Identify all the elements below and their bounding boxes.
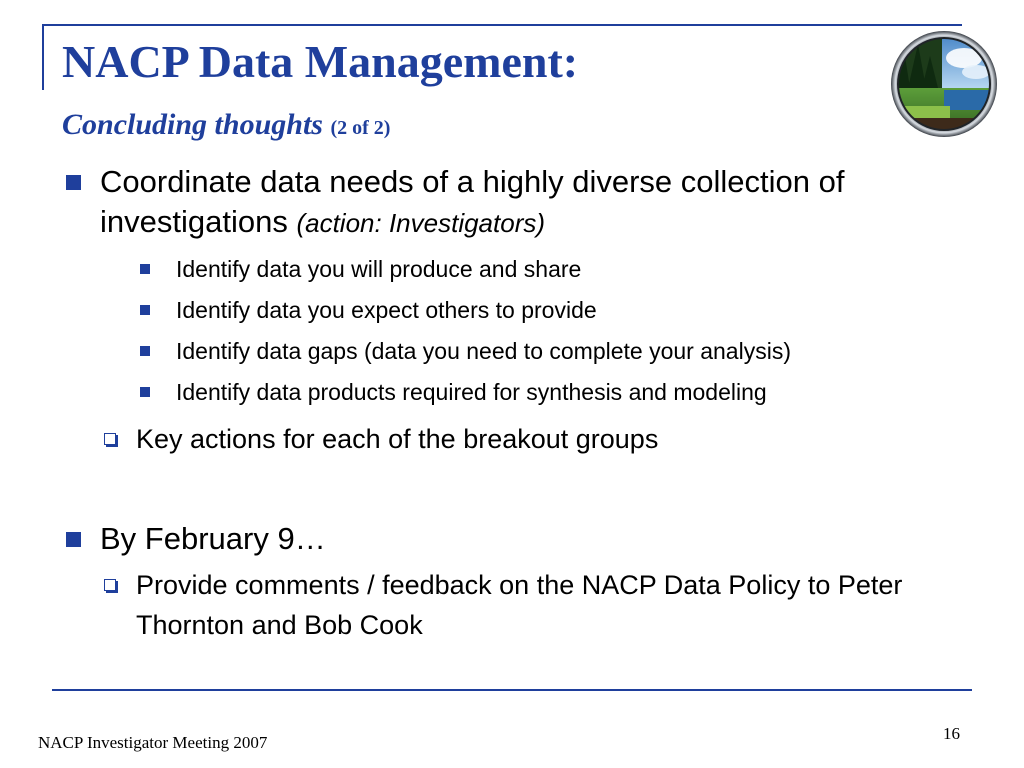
footer-text: NACP Investigator Meeting 2007 bbox=[38, 733, 268, 752]
square-bullet-icon bbox=[140, 387, 150, 397]
bullet-coordinate-data bbox=[66, 162, 966, 243]
footer-rule bbox=[52, 689, 972, 691]
sub-bullet-produce-share bbox=[66, 249, 966, 290]
page-number: 16 bbox=[943, 724, 960, 743]
checkbox-bullet-icon bbox=[104, 433, 116, 445]
sub-bullet-text: Identify data you expect others to provide bbox=[176, 297, 597, 323]
sub-bullet-expect-others bbox=[66, 290, 966, 331]
square-bullet-icon bbox=[66, 175, 81, 190]
header-left-rule bbox=[42, 24, 44, 90]
sub-bullet-text: Identify data gaps (data you need to complete your analysis) bbox=[176, 338, 791, 364]
slide-body bbox=[66, 162, 966, 645]
checkbox-bullet-text: Key actions for each of the breakout groups bbox=[136, 424, 659, 454]
sub-bullet-data-gaps bbox=[66, 331, 966, 372]
square-bullet-icon bbox=[140, 346, 150, 356]
checkbox-bullet-text: Provide comments / feedback on the NACP Data Policy to Peter Thornton and Bob Cook bbox=[136, 570, 903, 640]
slide-title: NACP Data Management: bbox=[62, 36, 579, 87]
square-bullet-icon bbox=[140, 264, 150, 274]
bullet-text: By February 9… bbox=[100, 521, 326, 556]
slide-subtitle bbox=[62, 108, 390, 142]
sub-bullet-data-products bbox=[66, 372, 966, 413]
bullet-by-february bbox=[66, 519, 966, 559]
checkbox-bullet-provide-comments bbox=[66, 565, 966, 645]
checkbox-bullet-key-actions bbox=[66, 419, 966, 459]
sub-bullet-text: Identify data you will produce and share bbox=[176, 256, 582, 282]
checkbox-bullet-icon bbox=[104, 579, 116, 591]
bullet-action-note: (action: Investigators) bbox=[296, 208, 546, 238]
square-bullet-icon bbox=[66, 532, 81, 547]
bullet-text: Coordinate data needs of a highly diverse collection of investigations bbox=[100, 164, 845, 239]
square-bullet-icon bbox=[140, 305, 150, 315]
subtitle-main: Concluding thoughts bbox=[62, 108, 323, 141]
header-top-rule bbox=[42, 24, 962, 26]
earth-landscape-globe-icon bbox=[890, 30, 998, 138]
sub-bullet-text: Identify data products required for synthesis and modeling bbox=[176, 379, 767, 405]
subtitle-page-indicator: (2 of 2) bbox=[330, 117, 391, 139]
